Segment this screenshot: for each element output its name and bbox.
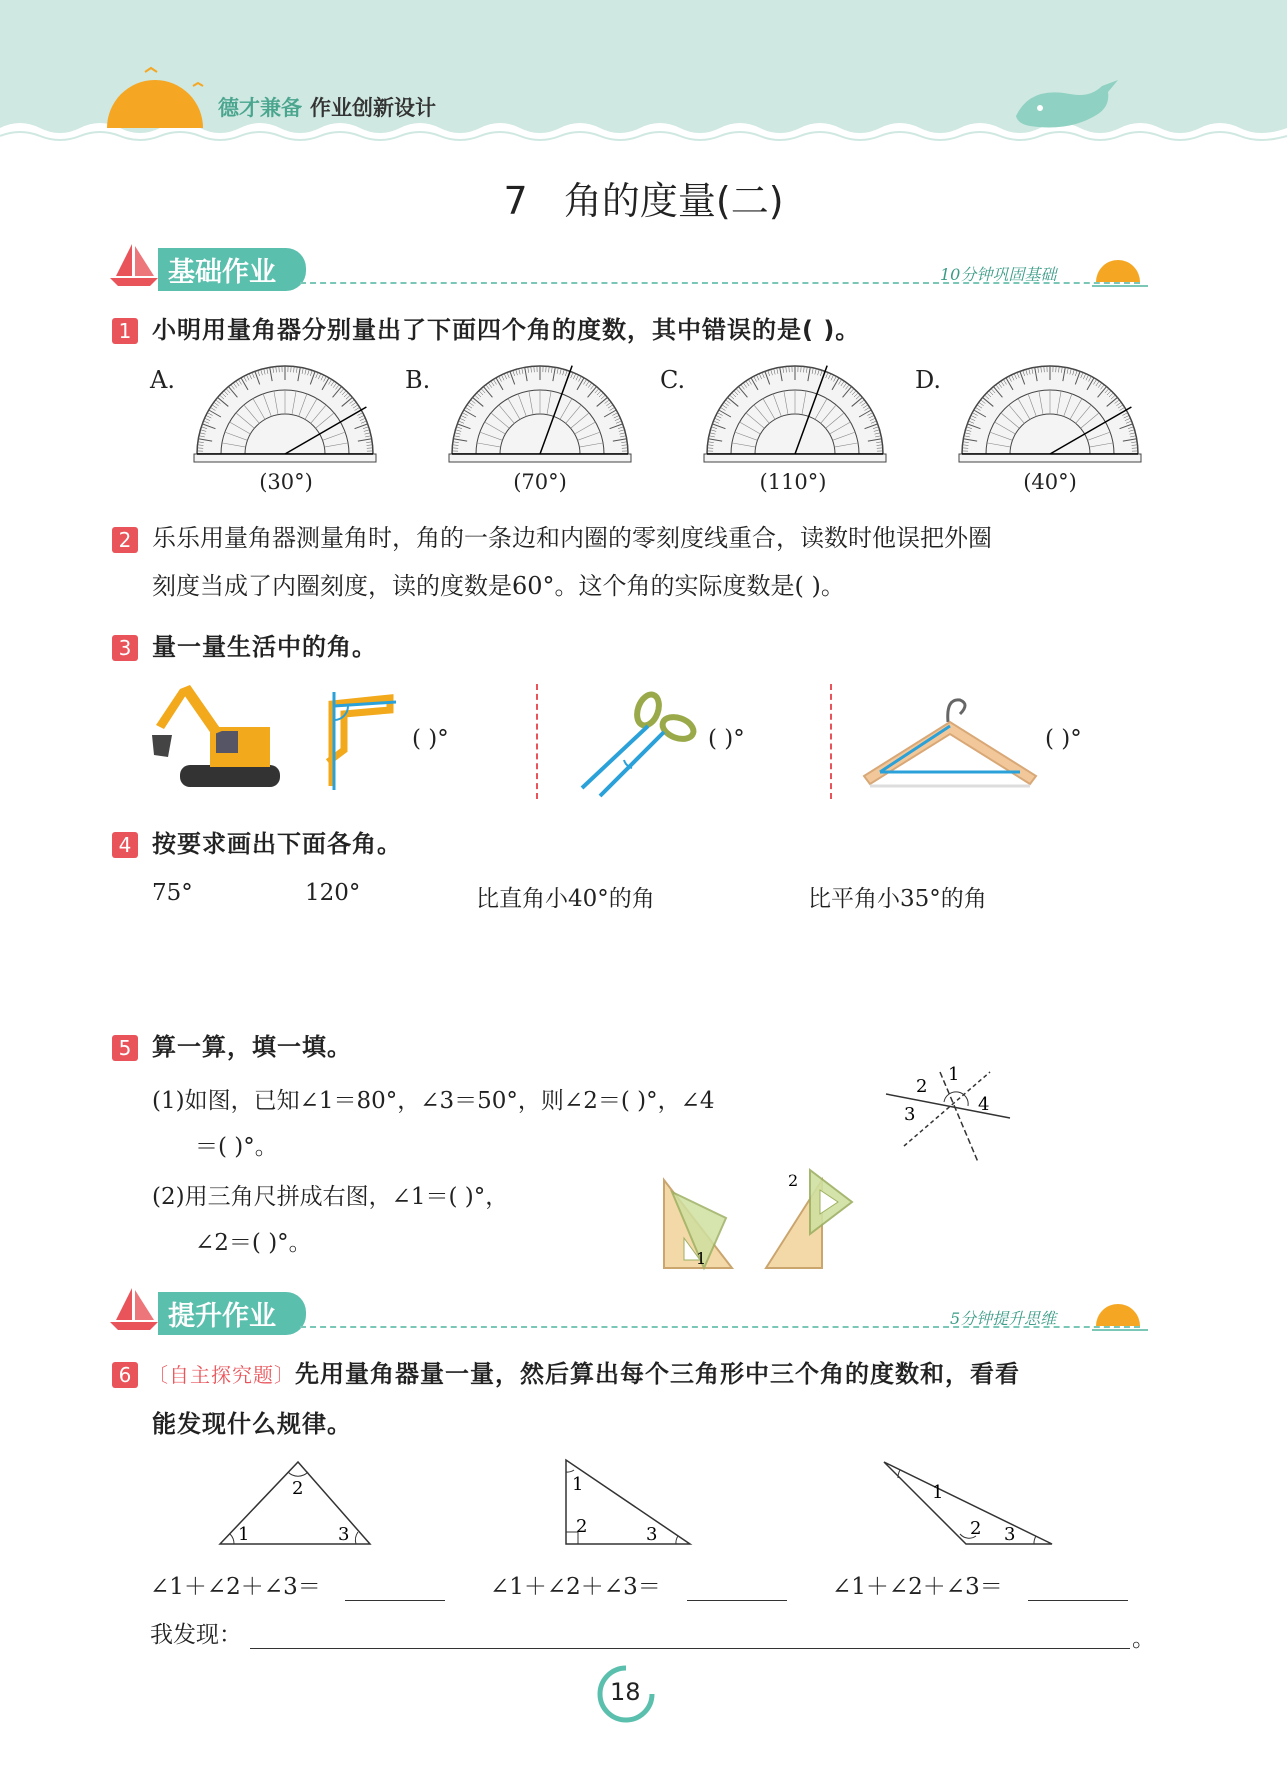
fig-label-3: 3 — [904, 1104, 916, 1125]
tri3-label-2: 2 — [970, 1518, 982, 1539]
section-basic-label: 基础作业 — [158, 248, 306, 291]
question-number-3: 3 — [112, 635, 138, 661]
boat-icon — [110, 242, 160, 288]
q3-blank-3: ( )° — [1045, 726, 1082, 752]
fig-label-2: 2 — [916, 1076, 928, 1097]
option-c-letter: C. — [660, 366, 686, 394]
fig-label-4: 4 — [978, 1094, 990, 1115]
option-b-letter: B. — [405, 366, 431, 394]
option-d-caption: (40°) — [1023, 470, 1077, 494]
q4-item-75: 75° — [152, 880, 193, 906]
set-square-figure-2 — [762, 1160, 862, 1272]
section-basic-hint: 10分钟巩固基础 — [940, 265, 1057, 284]
option-d-letter: D. — [915, 366, 942, 394]
question-1-text: 小明用量角器分别量出了下面四个角的度数，其中错误的是( )。 — [152, 316, 861, 344]
question-2-line2: 刻度当成了内圈刻度，读的度数是60°。这个角的实际度数是( )。 — [152, 572, 845, 600]
question-5-text: 算一算，填一填。 — [152, 1033, 352, 1061]
question-6-line1 — [148, 1358, 1020, 1391]
q6-answer-line-3[interactable] — [1028, 1600, 1128, 1601]
set-square-figure-1 — [660, 1168, 750, 1272]
q5-part2-line1: (2)用三角尺拼成右图，∠1＝( )°， — [152, 1184, 509, 1210]
tri1-label-2: 2 — [292, 1478, 304, 1499]
tri2-label-1: 1 — [572, 1474, 584, 1495]
set-square-2-label: 2 — [788, 1171, 799, 1190]
page-number: 18 — [610, 1678, 641, 1706]
tri3-label-1: 1 — [932, 1482, 944, 1503]
section-advanced-hint: 5分钟提升思维 — [950, 1309, 1057, 1328]
protractor-c — [702, 362, 888, 466]
brand — [218, 92, 436, 122]
q6-formula-2: ∠1＋∠2＋∠3＝ — [490, 1574, 661, 1600]
page-title: 7 角的度量(二) — [503, 179, 784, 223]
tri1-label-3: 3 — [338, 1524, 350, 1545]
q6-end-mark: 。 — [1132, 1626, 1155, 1652]
question-number-4: 4 — [112, 832, 138, 858]
brand-primary: 德才兼备 — [218, 96, 302, 120]
tri2-label-2: 2 — [576, 1516, 588, 1537]
boat-icon-2 — [110, 1286, 160, 1332]
section-sun-icon-2 — [1092, 1296, 1148, 1336]
triangle-1 — [216, 1456, 376, 1550]
option-a-letter: A. — [150, 366, 175, 394]
q3-blank-1: ( )° — [412, 726, 449, 752]
q5-part1-line2: ＝( )°。 — [195, 1134, 278, 1160]
question-6-tag: 〔自主探究题〕 — [148, 1363, 295, 1387]
excavator-image — [150, 685, 285, 795]
q3-divider-2 — [830, 684, 832, 799]
question-number-2: 2 — [112, 527, 138, 553]
question-4-text: 按要求画出下面各角。 — [152, 830, 402, 858]
tri3-label-3: 3 — [1004, 1524, 1016, 1545]
whale-icon — [1010, 76, 1130, 136]
set-square-1-label: 1 — [696, 1249, 707, 1268]
tri2-label-3: 3 — [646, 1524, 658, 1545]
q4-item-straight-minus-35: 比平角小35°的角 — [808, 886, 987, 912]
section-advanced-label: 提升作业 — [158, 1292, 306, 1335]
q3-divider-1 — [536, 684, 538, 799]
scissors-image — [578, 688, 698, 798]
protractor-b — [447, 362, 633, 466]
option-b-caption: (70°) — [513, 470, 567, 494]
question-2-line1: 乐乐用量角器测量角时，角的一条边和内圈的零刻度线重合，读数时他误把外圈 — [152, 524, 992, 552]
q4-item-right-minus-40: 比直角小40°的角 — [476, 886, 655, 912]
question-number-1: 1 — [112, 318, 138, 344]
protractor-d — [957, 362, 1143, 466]
section-sun-icon — [1092, 252, 1148, 292]
question-number-5: 5 — [112, 1035, 138, 1061]
q6-answer-line-2[interactable] — [687, 1600, 787, 1601]
protractor-a — [192, 362, 378, 466]
brand-secondary: 作业创新设计 — [310, 96, 436, 120]
q5-part1-line1: (1)如图，已知∠1＝80°，∠3＝50°，则∠2＝( )°，∠4 — [152, 1088, 715, 1114]
tri1-label-1: 1 — [238, 1524, 250, 1545]
sun-icon — [105, 62, 205, 130]
q6-discover-line[interactable] — [250, 1648, 1130, 1649]
excavator-arm-diagram — [320, 690, 400, 795]
q4-item-120: 120° — [305, 880, 361, 906]
triangle-3 — [880, 1456, 1060, 1550]
question-3-text: 量一量生活中的角。 — [152, 633, 377, 661]
q6-discover-label: 我发现： — [150, 1622, 242, 1648]
hanger-image — [860, 694, 1040, 790]
option-a-caption: (30°) — [259, 470, 313, 494]
q6-formula-1: ∠1＋∠2＋∠3＝ — [150, 1574, 321, 1600]
q3-blank-2: ( )° — [708, 726, 745, 752]
question-number-6: 6 — [112, 1362, 138, 1388]
option-c-caption: (110°) — [759, 470, 827, 494]
question-6-line1-text: 先用量角器量一量，然后算出每个三角形中三个角的度数和，看看 — [295, 1360, 1020, 1388]
fig-label-1: 1 — [948, 1064, 960, 1085]
q5-part2-line2: ∠2＝( )°。 — [195, 1230, 312, 1256]
q6-formula-3: ∠1＋∠2＋∠3＝ — [832, 1574, 1003, 1600]
question-6-line2: 能发现什么规律。 — [152, 1410, 352, 1438]
triangle-2 — [560, 1456, 700, 1550]
q6-answer-line-1[interactable] — [345, 1600, 445, 1601]
intersecting-lines-diagram — [880, 1062, 1030, 1172]
